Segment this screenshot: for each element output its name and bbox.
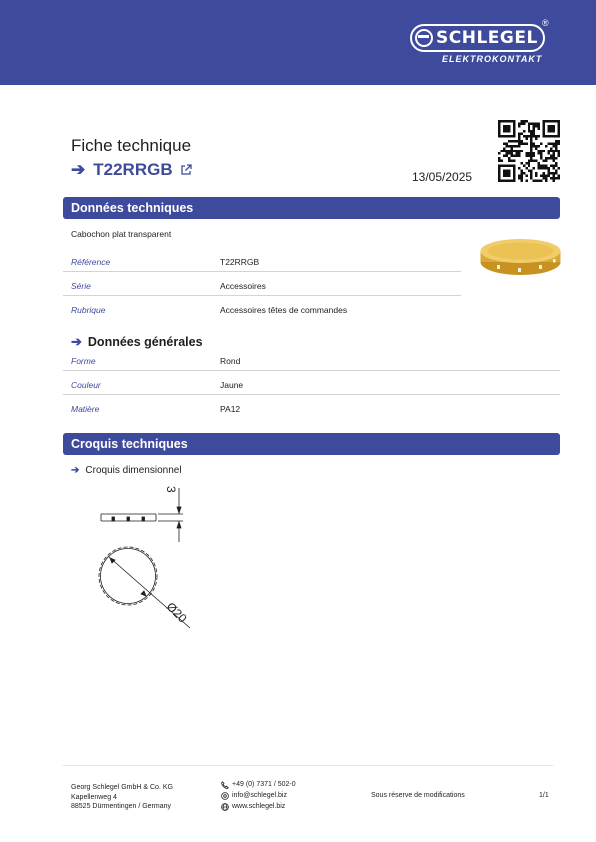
footer-company [71,783,173,812]
footer-contact [221,779,296,812]
contact-phone[interactable] [221,779,296,790]
height-dimension-label: 3 [164,486,178,493]
table-row [63,273,461,296]
subsection-title: Données générales [87,335,203,349]
section-title: Données techniques [71,201,194,215]
row-label: Forme [71,356,96,366]
document-title: Fiche technique [71,136,192,155]
row-value: Accessoires têtes de commandes [220,305,348,315]
table-row [63,249,461,272]
dimensional-sketch [90,480,210,630]
contact-website[interactable] [221,801,296,812]
contact-email[interactable] [221,790,296,801]
logo-frame [410,24,545,52]
row-value: PA12 [220,404,241,414]
row-label: Série [71,281,91,291]
external-link-icon[interactable] [180,164,192,176]
row-value: Jaune [220,380,244,390]
phone-icon [221,781,229,789]
row-value: T22RRGB [220,257,260,267]
product-reference-link[interactable] [71,159,192,181]
arrow-right-icon: ➔ [71,160,86,179]
arrow-right-icon: ➔ [71,334,82,349]
company-name: Georg Schlegel GmbH & Co. KG [71,784,173,791]
registered-mark: ® [542,18,549,28]
table-row [63,372,560,395]
logo-emblem-icon [415,29,433,47]
section-technical-data [63,197,560,219]
qr-code-icon[interactable] [498,120,560,182]
table-row [63,297,461,320]
company-city: 88525 Dürmentingen / Germany [71,803,171,810]
row-label: Couleur [71,380,101,390]
email-at-icon [221,792,229,800]
table-row [63,396,560,419]
section-title: Croquis techniques [71,437,188,451]
row-label: Rubrique [71,305,106,315]
arrow-right-icon: ➔ [71,465,80,476]
product-description: Cabochon plat transparent [71,229,172,239]
row-label: Matière [71,404,100,414]
header-bar [0,0,596,85]
phone-number[interactable]: +49 (0) 7371 / 502-0 [232,780,296,788]
page-number: 1/1 [539,792,549,799]
section-sketches [63,433,560,455]
company-street: Kapellenweg 4 [71,793,117,801]
email-address[interactable]: info@schlegel.biz [232,791,287,799]
document-date: 13/05/2025 [412,170,473,184]
row-value: Accessoires [220,281,266,291]
sketch-label-text: Croquis dimensionnel [85,465,182,476]
product-reference[interactable]: T22RRGB [93,160,173,179]
row-value: Rond [220,356,241,366]
footer-note: Sous réserve de modifications [371,792,465,799]
logo-tagline: ELEKTROKONTAKT [442,54,543,64]
sketch-label [71,465,182,476]
footer-divider [63,765,553,766]
row-label: Référence [71,257,111,267]
schlegel-logo[interactable] [410,20,555,68]
website-url[interactable]: www.schlegel.biz [232,802,286,810]
logo-name: SCHLEGEL [436,28,538,48]
diameter-dimension-label: Ø20 [163,599,190,626]
globe-icon [221,803,229,811]
product-image [478,236,563,278]
table-row [63,348,560,371]
